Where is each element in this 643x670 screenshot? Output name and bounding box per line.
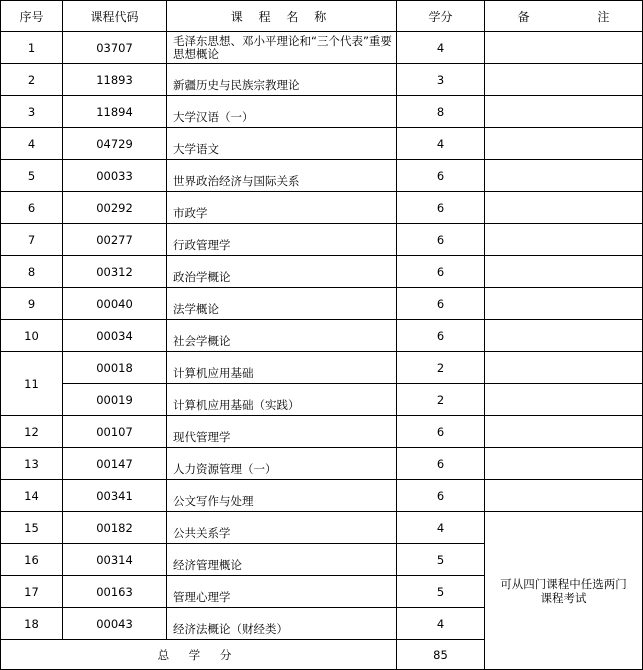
cell-name: 经济法概论（财经类） [167,608,397,640]
table-row [1,352,643,384]
cell-name: 管理心理学 [167,576,397,608]
cell-credit: 5 [397,544,485,576]
cell-remark [485,288,643,320]
cell-name: 公文写作与处理 [167,480,397,512]
cell-credit: 6 [397,256,485,288]
table-row [1,416,643,448]
cell-credit: 6 [397,288,485,320]
cell-credit: 6 [397,416,485,448]
cell-code: 00341 [63,480,167,512]
cell-seq: 1 [1,32,63,64]
cell-seq: 8 [1,256,63,288]
cell-name: 大学汉语（一） [167,96,397,128]
cell-seq: 16 [1,544,63,576]
cell-seq: 5 [1,160,63,192]
cell-credit: 5 [397,576,485,608]
cell-name: 毛泽东思想、邓小平理论和“三个代表”重要思想概论 [167,32,397,64]
cell-seq: 9 [1,288,63,320]
cell-credit: 6 [397,160,485,192]
cell-name: 社会学概论 [167,320,397,352]
cell-remark [485,256,643,288]
table-row [1,224,643,256]
cell-code: 00277 [63,224,167,256]
table-row [1,32,643,64]
header-credit: 学分 [397,1,485,32]
table-row [1,256,643,288]
cell-seq: 12 [1,416,63,448]
cell-name: 政治学概论 [167,256,397,288]
cell-remark [485,352,643,384]
cell-credit: 2 [397,384,485,416]
cell-seq: 7 [1,224,63,256]
cell-credit: 6 [397,192,485,224]
cell-credit: 8 [397,96,485,128]
header-code: 课程代码 [63,1,167,32]
cell-remark [485,128,643,160]
cell-seq: 18 [1,608,63,640]
table-row [1,64,643,96]
table-row [1,192,643,224]
table-row [1,512,643,544]
table-row [1,320,643,352]
cell-seq: 10 [1,320,63,352]
cell-name: 市政学 [167,192,397,224]
cell-name: 大学语文 [167,128,397,160]
cell-remark [485,32,643,64]
cell-code: 04729 [63,128,167,160]
cell-code: 00163 [63,576,167,608]
cell-remark [485,160,643,192]
cell-code: 00292 [63,192,167,224]
cell-code: 00033 [63,160,167,192]
cell-credit: 3 [397,64,485,96]
cell-name: 人力资源管理（一） [167,448,397,480]
cell-remark [485,224,643,256]
header-seq: 序号 [1,1,63,32]
elective-note: 可从四门课程中任选两门课程考试 [485,512,643,670]
cell-code: 00040 [63,288,167,320]
cell-code: 11894 [63,96,167,128]
total-value: 85 [397,640,485,670]
cell-seq: 14 [1,480,63,512]
cell-code: 00312 [63,256,167,288]
cell-credit: 6 [397,448,485,480]
cell-remark [485,320,643,352]
cell-code: 00182 [63,512,167,544]
cell-seq: 2 [1,64,63,96]
cell-seq: 3 [1,96,63,128]
cell-remark [485,384,643,416]
cell-remark [485,416,643,448]
table-row [1,160,643,192]
cell-code: 00043 [63,608,167,640]
cell-code: 00019 [63,384,167,416]
table-row [1,128,643,160]
cell-code: 00314 [63,544,167,576]
cell-remark [485,480,643,512]
cell-credit: 4 [397,128,485,160]
table-header-row [1,1,643,32]
header-remark-a: 备 [517,9,530,24]
cell-name: 经济管理概论 [167,544,397,576]
cell-name: 新疆历史与民族宗教理论 [167,64,397,96]
cell-credit: 4 [397,608,485,640]
header-remark-b: 注 [597,9,610,24]
cell-seq: 11 [1,352,63,416]
table-row [1,384,643,416]
cell-name: 公共关系学 [167,512,397,544]
cell-code: 00034 [63,320,167,352]
table-row [1,480,643,512]
cell-seq: 6 [1,192,63,224]
cell-code: 00147 [63,448,167,480]
cell-name: 世界政治经济与国际关系 [167,160,397,192]
cell-seq: 13 [1,448,63,480]
cell-seq: 4 [1,128,63,160]
cell-name: 计算机应用基础 [167,352,397,384]
cell-seq: 15 [1,512,63,544]
cell-name: 法学概论 [167,288,397,320]
cell-remark [485,448,643,480]
total-label: 总 学 分 [1,640,397,670]
cell-credit: 6 [397,320,485,352]
cell-credit: 6 [397,480,485,512]
cell-name: 现代管理学 [167,416,397,448]
header-remark [485,1,643,32]
table-row [1,96,643,128]
cell-name: 行政管理学 [167,224,397,256]
table-row [1,288,643,320]
cell-remark [485,96,643,128]
header-name: 课 程 名 称 [167,1,397,32]
table-row [1,448,643,480]
cell-remark [485,192,643,224]
cell-code: 11893 [63,64,167,96]
cell-seq: 17 [1,576,63,608]
cell-credit: 4 [397,32,485,64]
cell-code: 03707 [63,32,167,64]
cell-credit: 4 [397,512,485,544]
cell-code: 00107 [63,416,167,448]
cell-credit: 6 [397,224,485,256]
cell-remark [485,64,643,96]
cell-code: 00018 [63,352,167,384]
cell-credit: 2 [397,352,485,384]
cell-name: 计算机应用基础（实践） [167,384,397,416]
